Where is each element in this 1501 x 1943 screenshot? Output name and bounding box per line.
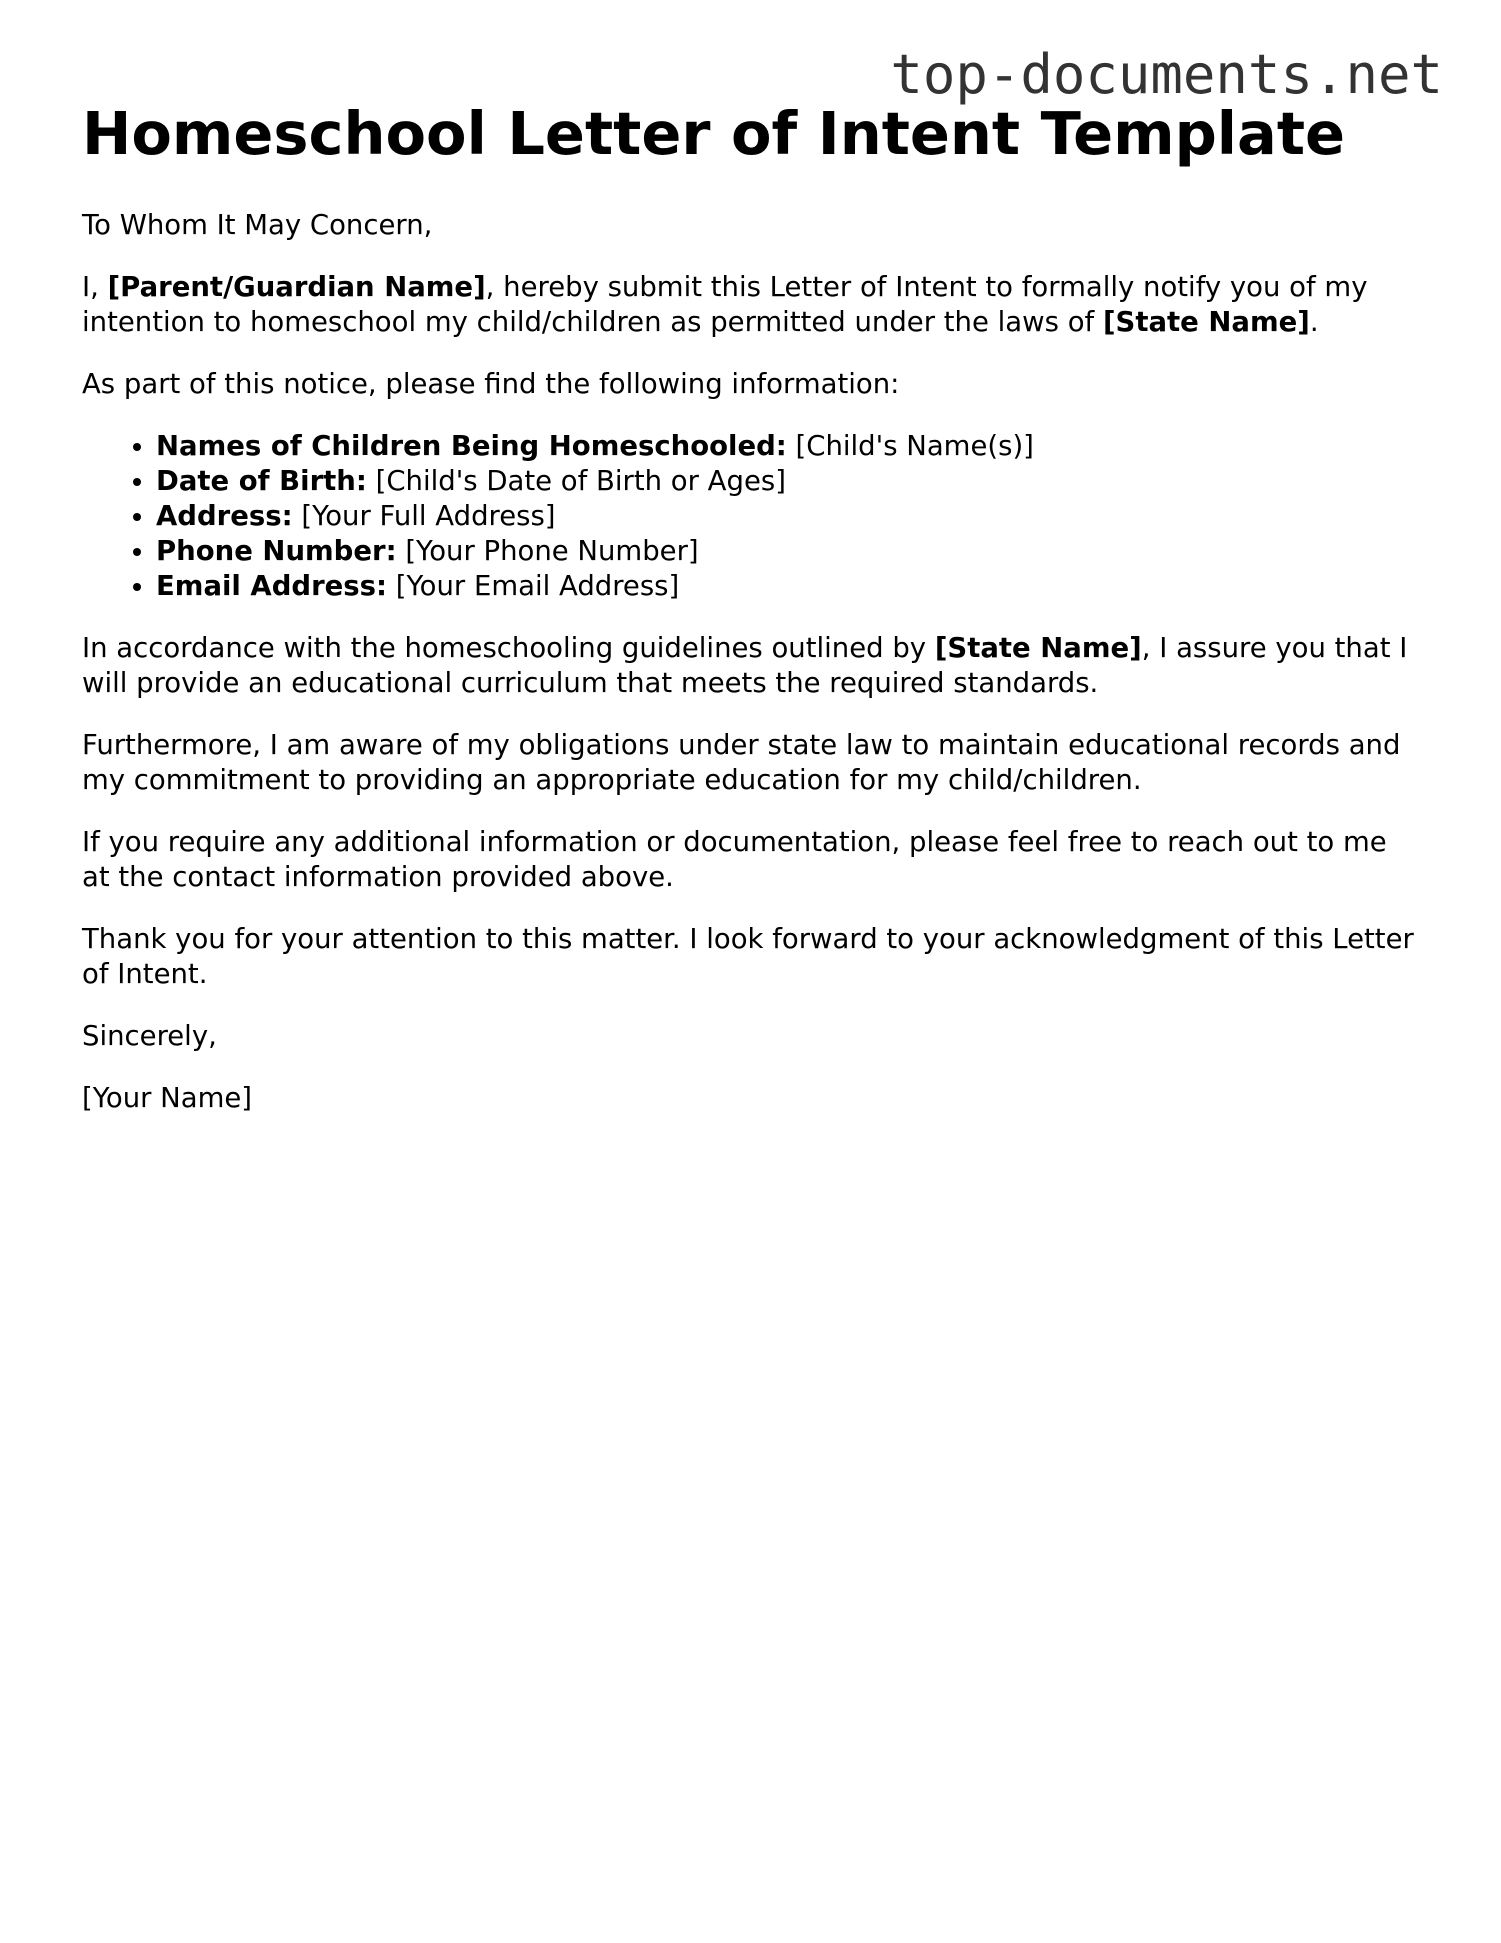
info-label: Address: xyxy=(156,499,293,532)
watermark: top-documents.net xyxy=(890,43,1443,106)
info-label: Phone Number: xyxy=(156,534,397,567)
list-item xyxy=(156,499,1422,534)
list-item xyxy=(156,534,1422,569)
intro-paragraph xyxy=(82,270,1422,340)
additional-info-paragraph: If you require any additional information or documentation, please feel free to reach out to me at the contact information provided above. xyxy=(82,825,1387,893)
info-label: Names of Children Being Homeschooled: xyxy=(156,429,787,462)
info-value: [Your Phone Number] xyxy=(396,534,699,567)
info-value: [Your Email Address] xyxy=(387,569,680,602)
document-title: Homeschool Letter of Intent Template xyxy=(82,99,1346,168)
intro-text-2: , hereby submit this Letter of Intent to formally notify you of my intention to homeschool my child/children as permitted under the laws of xyxy=(82,270,1368,338)
list-item xyxy=(156,569,1422,604)
info-value: [Child's Name(s)] xyxy=(786,429,1034,462)
accordance-text-1: In accordance with the homeschooling guidelines outlined by xyxy=(82,631,935,664)
accordance-text-2: , I assure you that I will provide an educational curriculum that meets the required standards. xyxy=(82,631,1408,699)
document-page xyxy=(82,100,1422,1143)
thanks-paragraph: Thank you for your attention to this matter. I look forward to your acknowledgment of this Letter of Intent. xyxy=(82,922,1414,990)
info-value: [Child's Date of Birth or Ages] xyxy=(366,464,786,497)
closing: Sincerely, xyxy=(82,1019,217,1052)
info-label: Date of Birth: xyxy=(156,464,367,497)
accordance-paragraph xyxy=(82,631,1422,701)
parent-name-placeholder: [Parent/Guardian Name] xyxy=(107,270,486,303)
state-name-placeholder: [State Name] xyxy=(934,631,1142,664)
list-item xyxy=(156,464,1422,499)
intro-text-3: . xyxy=(1309,305,1319,338)
state-name-placeholder: [State Name] xyxy=(1102,305,1310,338)
info-list xyxy=(82,429,1422,604)
info-value: [Your Full Address] xyxy=(292,499,556,532)
list-item xyxy=(156,429,1422,464)
notice-paragraph: As part of this notice, please find the following information: xyxy=(82,367,900,400)
furthermore-paragraph: Furthermore, I am aware of my obligations under state law to maintain educational records and my commitment to providing an appropriate education for my child/children. xyxy=(82,728,1401,796)
info-label: Email Address: xyxy=(156,569,388,602)
intro-text-1: I, xyxy=(82,270,108,303)
signature-placeholder: [Your Name] xyxy=(82,1081,253,1114)
salutation: To Whom It May Concern, xyxy=(82,208,433,241)
